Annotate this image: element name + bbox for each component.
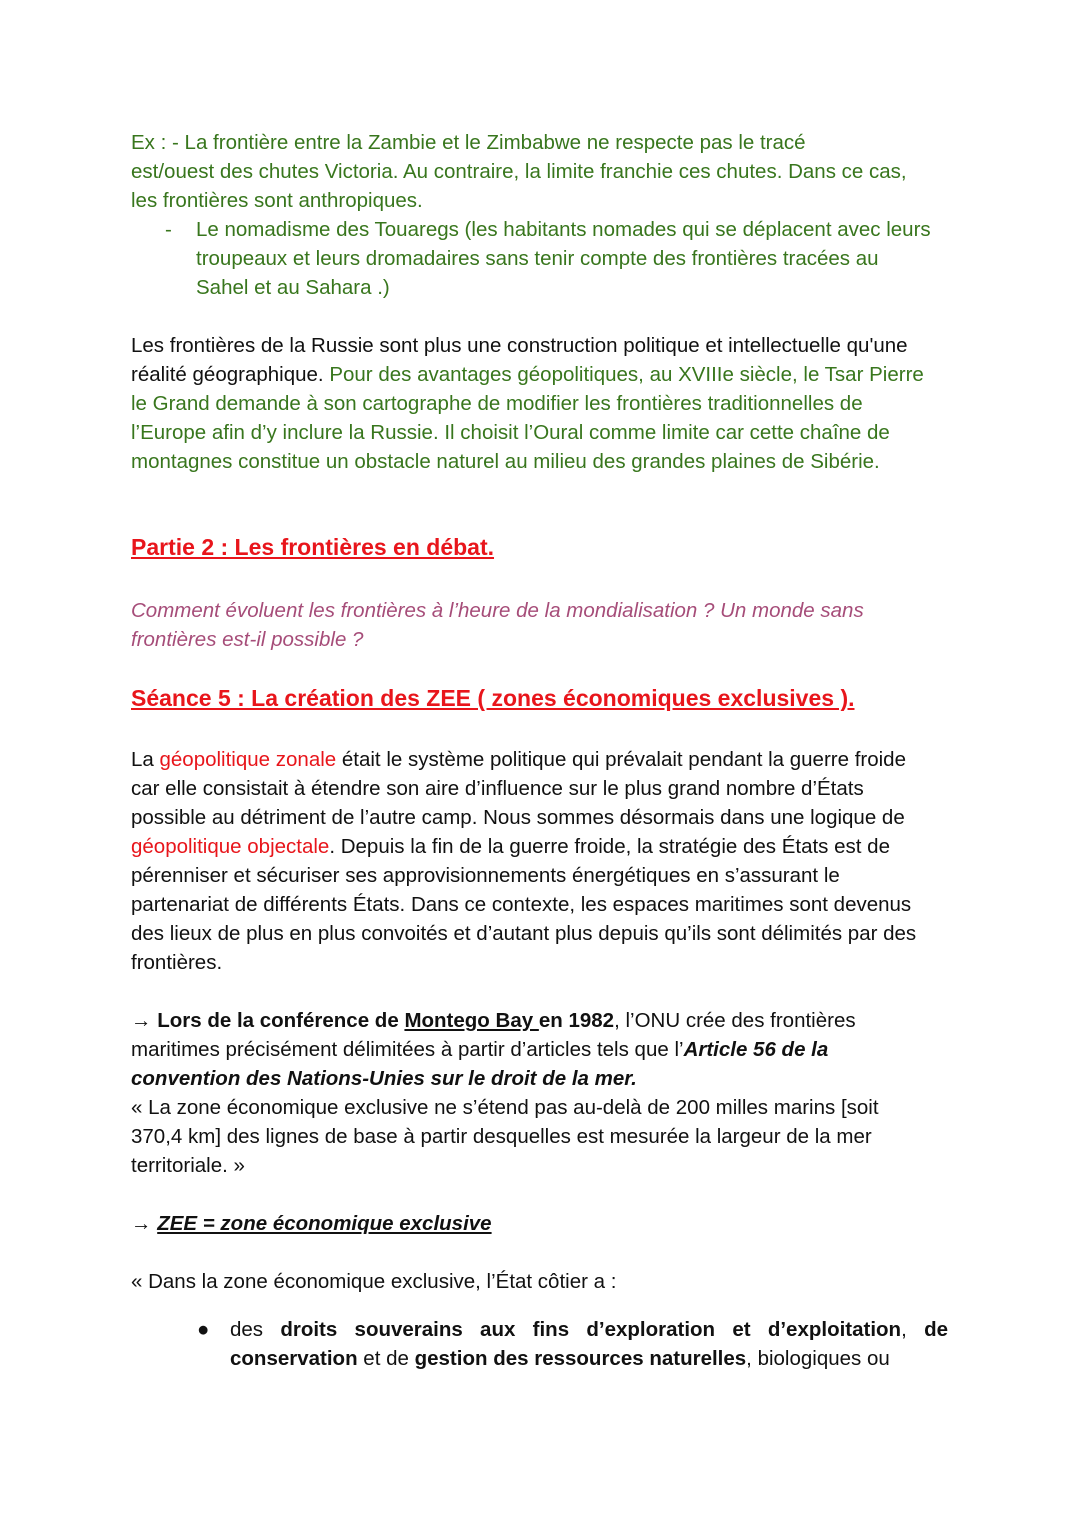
b1-a: des [230,1318,281,1341]
b1-bold2: de conservation [230,1318,948,1370]
year-1982: en 1982 [538,1009,615,1032]
term-geopolitique-objectale: géopolitique objectale [131,835,330,858]
term-geopolitique-zonale: géopolitique zonale [159,748,337,771]
arrow-icon: → [131,1212,158,1235]
p1-b: était le système politique qui prévalait pendant la guerre froide car elle consistait à étendre son aire d’influence sur le plus grand nombre d’États possible au détriment de l’autre camp. Nous sommes désormais dans une logique de [131,748,906,829]
p1-c: . Depuis la fin de la guerre froide, la stratégie des États est de pérenniser et sécuriser ses approvisionnements énergétiques en s’assurant le partenariat de différents États. Dans ce contexte, les espaces maritimes sont devenus des lieux de plus en plus convoités et d’autant plus depuis qu’ils sont délimités par des frontières. [131,835,917,974]
ex2-text: Le nomadisme des Touaregs (les habitants nomades qui se déplacent avec leurs troupeaux et leurs dromadaires sans tenir compte des frontières tracées au Sahel et au Sahara .) [196,218,931,299]
b1-b: , [901,1318,925,1341]
list-item [131,1315,948,1373]
b1-bold1: droits souverains aux fins d’exploration et d’exploitation [280,1318,902,1341]
p1-a: La [131,748,160,771]
ex-label: Ex : - [131,131,185,154]
russia-explanation: Pour des avantages géopolitiques, au XVIIIe siècle, le Tsar Pierre le Grand demande à son cartographe de modifier les frontières traditionnelles de l’Europe afin d’y inclure la Russie. Il choisit l’Oural comme limite car cette chaîne de montagnes constitue un obstacle naturel au milieu des grandes plaines de Sibérie. [131,363,924,473]
example-zambia [131,128,931,215]
zee-def-text: ZEE = zone économique exclusive [157,1212,492,1235]
rights-list [131,1315,948,1373]
seance5-heading: Séance 5 : La création des ZEE ( zones économiques exclusives ). [131,685,855,711]
montego-bay: Montego Bay [404,1009,539,1032]
bullet-icon: ● [197,1318,210,1341]
russia-paragraph [131,331,931,476]
dash-bullet: - [165,218,172,241]
article-quote: « La zone économique exclusive ne s’étend pas au-delà de 200 milles marins [soit 370,4 km] des lignes de base à partir desquelles est mesurée la largeur de la mer territoriale. » [131,1096,879,1177]
document-page [131,128,948,1373]
partie2-heading: Partie 2 : Les frontières en débat. [131,534,495,560]
b1-c: et de [357,1347,415,1370]
quote-intro: « Dans la zone économique exclusive, l’État côtier a : [131,1270,617,1293]
partie2-question: Comment évoluent les frontières à l’heure de la mondialisation ? Un monde sans frontières est-il possible ? [131,599,864,651]
b1-d: , biologiques ou [746,1347,890,1370]
zee-definition [131,1209,931,1238]
p2-bold1: Lors de la conférence de [157,1009,405,1032]
p2-text: , l’ONU crée des frontières maritimes précisément délimitées à partir d’articles tels que l’ [131,1009,856,1061]
b1-bold3: gestion des ressources naturelles [414,1347,747,1370]
arrow-icon: → [131,1009,158,1032]
montego-bay-paragraph [131,1006,931,1180]
article-56: Article 56 de la convention des Nations-Unies sur le droit de la mer. [131,1038,829,1090]
russia-statement: Les frontières de la Russie sont plus une construction politique et intellectuelle qu'une réalité géographique. [131,334,908,386]
geopolitique-paragraph [131,745,931,977]
ex1-rest: est/ouest des chutes Victoria. Au contraire, la limite franchie ces chutes. Dans ce cas, les frontières sont anthropiques. [131,160,907,212]
ex1-line1: La frontière entre la Zambie et le Zimbabwe ne respecte pas le tracé [184,131,806,154]
example-touaregs [131,215,931,302]
